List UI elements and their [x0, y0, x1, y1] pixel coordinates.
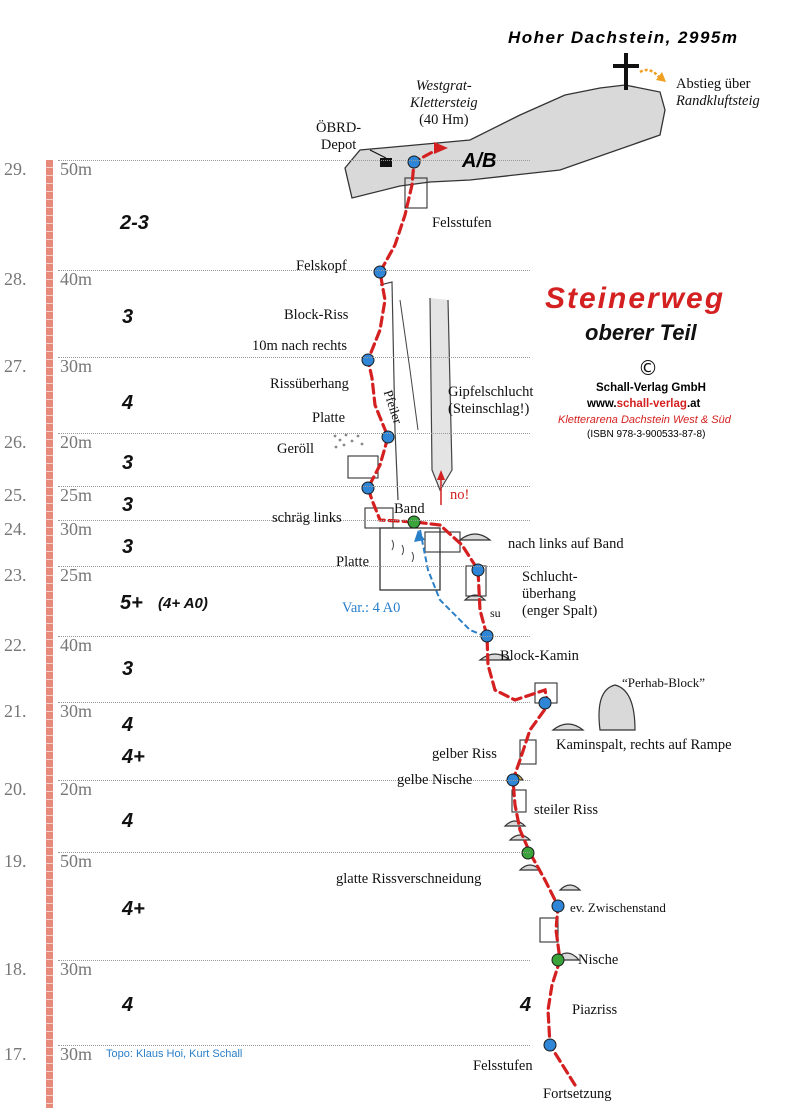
schlucht-line2: überhang: [522, 586, 576, 602]
variante-label: Var.: 4 A0: [342, 600, 401, 616]
platte-lower-label: Platte: [336, 554, 370, 570]
block-kamin-label: Block-Kamin: [500, 648, 579, 664]
nische-label: Nische: [578, 952, 619, 968]
pitch-grade: 2-3: [120, 212, 149, 234]
pitch-grade: 4: [122, 714, 134, 736]
band-label: Band: [394, 501, 425, 517]
summit-cross-icon: [615, 55, 637, 88]
url-suffix: .at: [686, 398, 701, 410]
isbn: (ISBN 978-3-900533-87-8): [587, 429, 706, 440]
grade-4-right: 4: [520, 994, 532, 1016]
descent-arrow-icon: [640, 70, 660, 78]
copyright-icon: ©: [638, 356, 658, 380]
pitch-number: 29.: [4, 159, 27, 179]
pitch-length: 30m: [60, 701, 93, 721]
rissueberhang-label: Rissüberhang: [270, 376, 349, 392]
publisher-name: Schall-Verlag GmbH: [596, 382, 706, 394]
pitch-grade: 4+: [122, 898, 145, 920]
credits: Topo: Klaus Hoi, Kurt Schall: [106, 1048, 243, 1060]
westgrat-line3: (40 Hm): [419, 112, 469, 128]
pitch-length: 50m: [60, 159, 93, 179]
schraeg-links-label: schräg links: [272, 510, 342, 526]
gipfelschlucht-line1: Gipfelschlucht: [448, 384, 534, 400]
abstieg-line1: Abstieg über: [676, 76, 751, 92]
zwischenstand-label: ev. Zwischenstand: [570, 900, 666, 915]
westgrat-label: [410, 78, 478, 129]
pitch-number: 18.: [4, 959, 27, 979]
pitch-grade-alt: (4+ A0): [158, 595, 208, 612]
pitch-number: 25.: [4, 485, 27, 505]
gipfelschlucht-line2: (Steinschlag!): [448, 401, 530, 417]
pitch-number: 22.: [4, 635, 27, 655]
depot-line1: ÖBRD-: [316, 120, 362, 136]
pitch-number: 26.: [4, 432, 27, 452]
pitch-length: 30m: [60, 959, 93, 979]
schlucht-label: [522, 569, 597, 620]
pitch-length: 40m: [60, 635, 93, 655]
ab-grade: A/B: [462, 150, 497, 172]
pitch-length: 25m: [60, 565, 93, 585]
su-label: su: [490, 606, 501, 620]
no-label: no!: [450, 487, 470, 503]
pitch-number: 27.: [4, 356, 27, 376]
pitch-grade: 3: [122, 494, 134, 516]
nach-links-band-label: nach links auf Band: [508, 536, 624, 552]
pitch-number: 23.: [4, 565, 27, 585]
pitch-grade: 5+: [120, 592, 143, 614]
pitch-length: 50m: [60, 851, 93, 871]
piazriss-label: Piazriss: [572, 1002, 618, 1018]
route-title: Steinerweg: [545, 282, 726, 315]
kaminspalt-label: Kaminspalt, rechts auf Rampe: [556, 737, 732, 753]
gelber-riss-label: gelber Riss: [432, 746, 497, 762]
book-title: Kletterarena Dachstein West & Süd: [558, 414, 731, 426]
depot-label: [316, 120, 361, 154]
summit-ridge: [345, 85, 665, 198]
pitch-length: 30m: [60, 1044, 93, 1064]
pitch-length: 40m: [60, 269, 93, 289]
pitch-number: 24.: [4, 519, 27, 539]
perhab-label: “Perhab-Block”: [622, 675, 706, 690]
schlucht-line3: (enger Spalt): [522, 603, 598, 619]
pitch-number: 21.: [4, 701, 27, 721]
pitch-grade: 3: [122, 536, 134, 558]
fortsetzung-label: Fortsetzung: [543, 1086, 612, 1102]
url-brand: schall-verlag: [616, 398, 687, 410]
pitch-length: 30m: [60, 356, 93, 376]
geroell-label: Geröll: [277, 441, 315, 457]
platte-upper-label: Platte: [312, 410, 346, 426]
route-subtitle: oberer Teil: [585, 320, 697, 345]
gelbe-nische-label: gelbe Nische: [397, 772, 473, 788]
felsstufen-bottom-label: Felsstufen: [473, 1058, 533, 1074]
summit-title: Hoher Dachstein, 2995m: [508, 28, 739, 47]
pitch-length: 25m: [60, 485, 93, 505]
ten-m-rechts-label: 10m nach rechts: [252, 338, 348, 354]
depot-line2: Depot: [320, 137, 357, 153]
pitch-length: 20m: [60, 432, 93, 452]
pitch-grade: 3: [122, 658, 134, 680]
felsstufen-top-label: Felsstufen: [432, 215, 492, 231]
scree-icon: [334, 434, 364, 449]
pitch-length: 30m: [60, 519, 93, 539]
variant-route: [420, 530, 485, 636]
abstieg-label: [676, 76, 760, 110]
pitch-grade: 3: [122, 306, 134, 328]
pitch-number: 28.: [4, 269, 27, 289]
pitch-grade: 4+: [122, 746, 145, 768]
publisher-url[interactable]: [587, 398, 700, 410]
westgrat-line1: Westgrat-: [415, 78, 472, 94]
pitch-grade: 4: [122, 994, 134, 1016]
felskopf-label: Felskopf: [296, 258, 347, 274]
url-prefix: www.: [587, 398, 617, 410]
abstieg-line2: Randkluftsteig: [676, 93, 760, 109]
pitch-number: 19.: [4, 851, 27, 871]
platte-slab: [380, 528, 440, 590]
westgrat-line2: Klettersteig: [410, 95, 478, 111]
perhab-block: [599, 685, 635, 730]
schlucht-line1: Schlucht-: [522, 569, 578, 585]
glatte-riss-label: glatte Rissverschneidung: [336, 871, 482, 887]
steiler-riss-label: steiler Riss: [534, 802, 599, 818]
pitch-grade: 3: [122, 452, 134, 474]
pitch-grade: 4: [122, 392, 134, 414]
pitch-number: 17.: [4, 1044, 27, 1064]
gipfelschlucht-label: [448, 384, 533, 418]
pitch-grade: 4: [122, 810, 134, 832]
pfeiler-label: Pfeiler: [380, 388, 406, 426]
pitch-number: 20.: [4, 779, 27, 799]
block-riss-label: Block-Riss: [284, 307, 349, 323]
pitch-length: 20m: [60, 779, 93, 799]
